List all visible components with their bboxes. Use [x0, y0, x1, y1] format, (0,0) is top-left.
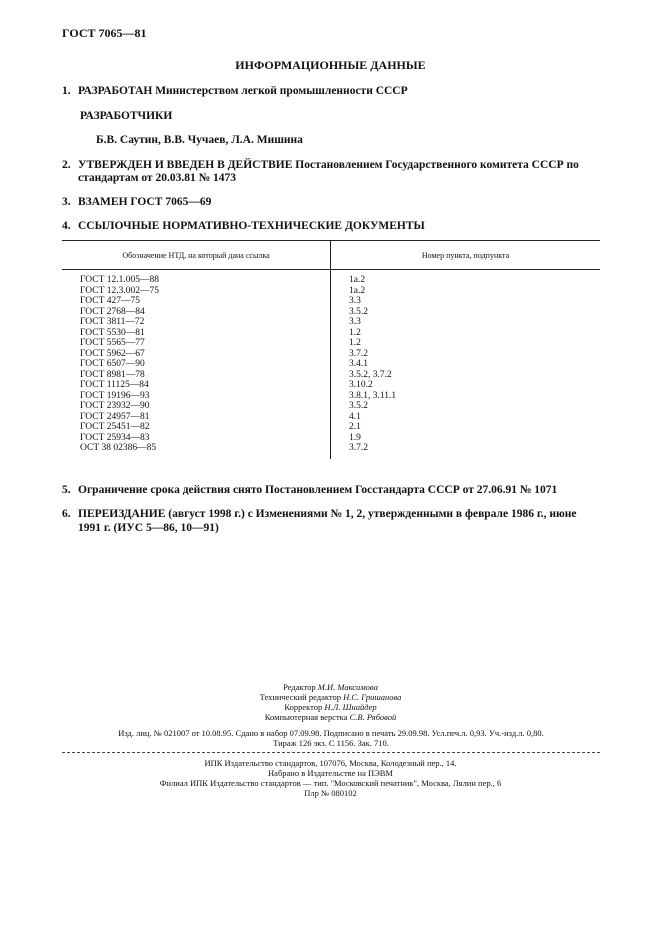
cell-clause: 3.8.1, 3.11.1: [349, 390, 397, 401]
item-number: 5.: [62, 484, 71, 496]
publisher-line: Филиал ИПК Издательство стандартов — тип. "Московский печатник", Москва, Лялин пер., 6: [159, 778, 502, 788]
column-header-document: Обозначение НТД, на который дана ссылка: [62, 241, 331, 270]
cell-clause: 3.7.2: [349, 348, 368, 359]
table-row: [62, 338, 600, 349]
cell-clause: 4.1: [349, 411, 361, 422]
publisher-block: [0, 758, 661, 798]
item-text: ВЗАМЕН ГОСТ 7065—69: [78, 196, 212, 208]
table-row: [62, 422, 600, 433]
cell-document: ГОСТ 5530—81: [62, 328, 331, 339]
divider: [62, 752, 600, 753]
imprint-block: [62, 728, 600, 748]
cell-clause: 3.7.2: [349, 443, 368, 453]
cell-clause: 3.3: [349, 296, 361, 306]
table-body: [62, 270, 600, 459]
cell-document: ГОСТ 12.3.002—75: [62, 286, 331, 297]
item-6: [62, 508, 577, 520]
cell-document: ГОСТ 5962—67: [62, 349, 331, 360]
table-row: [62, 349, 600, 360]
cell-clause: 3.5.2, 3.7.2: [349, 369, 392, 380]
table-row: [62, 286, 600, 297]
table-row: [62, 380, 600, 391]
item-text: ССЫЛОЧНЫЕ НОРМАТИВНО-ТЕХНИЧЕСКИЕ ДОКУМЕНТЫ: [78, 220, 425, 232]
cell-clause: 1.2: [349, 338, 361, 348]
cell-document: ГОСТ 6507—90: [62, 359, 331, 370]
page-title: ИНФОРМАЦИОННЫЕ ДАННЫЕ: [235, 58, 426, 72]
item-text: РАЗРАБОТАН Министерством легкой промышленности СССР: [78, 85, 408, 97]
table-row: [62, 370, 600, 381]
item-text: Ограничение срока действия снято Постановлением Госстандарта СССР от 27.06.91 № 1071: [78, 484, 558, 496]
item-number: 2.: [62, 159, 71, 171]
cell-clause: 1а.2: [349, 285, 366, 296]
publisher-line: ИПК Издательство стандартов, 107076, Москва, Колодезный пер., 14.: [204, 758, 457, 768]
column-header-clause: Номер пункта, подпункта: [331, 241, 601, 270]
item-number: 3.: [62, 196, 71, 208]
publisher-line: Набрано в Издательстве на ПЭВМ: [268, 768, 393, 778]
cell-document: ГОСТ 427—75: [62, 296, 331, 307]
item-3: [62, 196, 211, 208]
cell-document: ГОСТ 24957—81: [62, 412, 331, 423]
credit-layout: Компьютерная верстка С.В. Рябовой: [264, 712, 397, 722]
credit-editor: Редактор М.И. Максимова: [283, 682, 378, 692]
credit-tech-editor: Технический редактор Н.С. Гришанова: [259, 692, 402, 702]
cell-clause: 1.2: [349, 327, 361, 338]
item-2-continuation: стандартам от 20.03.81 № 1473: [78, 172, 237, 184]
references-table: [62, 240, 600, 459]
cell-clause: 3.5.2: [349, 401, 368, 411]
table-row: [62, 433, 600, 444]
cell-document: ГОСТ 3811—72: [62, 317, 331, 328]
cell-clause: 1а.2: [349, 275, 366, 285]
cell-clause: 2.1: [349, 422, 361, 432]
credit-proofreader: Корректор Н.Л. Шнайдер: [284, 702, 377, 712]
cell-document: ГОСТ 23932—90: [62, 401, 331, 412]
credits-block: [0, 682, 661, 722]
table-row: [62, 270, 600, 286]
cell-document: ГОСТ 2768—84: [62, 307, 331, 318]
table-row: [62, 359, 600, 370]
cell-document: ГОСТ 12.1.005—88: [62, 270, 331, 286]
imprint-line: Тираж 126 экз. С 1156. Зак. 710.: [273, 738, 389, 748]
document-code: ГОСТ 7065—81: [62, 26, 147, 40]
cell-clause: 3.3: [349, 317, 361, 327]
cell-document: ГОСТ 11125—84: [62, 380, 331, 391]
cell-document: ГОСТ 19196—93: [62, 391, 331, 402]
authors: Б.В. Саутин, В.В. Чучаев, Л.А. Мишина: [96, 134, 303, 146]
item-text: ПЕРЕИЗДАНИЕ (август 1998 г.) с Изменениями № 1, 2, утвержденными в феврале 1986 г., июне: [78, 508, 577, 520]
item-2: [62, 159, 579, 171]
table-row: [62, 391, 600, 402]
table-row: [62, 317, 600, 328]
table-row: [62, 401, 600, 412]
table-row: [62, 296, 600, 307]
item-1: [62, 85, 408, 97]
item-number: 4.: [62, 220, 71, 232]
table-row: [62, 443, 600, 459]
developers-label: РАЗРАБОТЧИКИ: [80, 110, 173, 122]
item-number: 1.: [62, 85, 71, 97]
cell-document: ГОСТ 25934—83: [62, 433, 331, 444]
item-text: УТВЕРЖДЕН И ВВЕДЕН В ДЕЙСТВИЕ Постановлением Государственного комитета СССР по: [78, 159, 579, 171]
cell-document: ГОСТ 25451—82: [62, 422, 331, 433]
cell-document: ГОСТ 5565—77: [62, 338, 331, 349]
item-6-continuation: 1991 г. (ИУС 5—86, 10—91): [78, 522, 219, 534]
cell-document: ОСТ 38 02386—85: [62, 443, 331, 459]
table-header-row: [62, 241, 600, 270]
publisher-line: Плр № 080102: [304, 788, 357, 798]
table-row: [62, 307, 600, 318]
item-4: [62, 220, 425, 232]
cell-document: ГОСТ 8981—78: [62, 370, 331, 381]
item-number: 6.: [62, 508, 71, 520]
cell-clause: 1.9: [349, 432, 361, 443]
table-row: [62, 328, 600, 339]
table-row: [62, 412, 600, 423]
cell-clause: 3.4.1: [349, 359, 368, 369]
cell-clause: 3.10.2: [349, 380, 373, 390]
imprint-line: Изд. лиц. № 021007 от 10.08.95. Сдано в набор 07.09.98. Подписано в печать 29.09.98. Усл.печ.л. 0,93. Уч.-изд.л. 0,80.: [118, 728, 544, 738]
cell-clause: 3.5.2: [349, 306, 368, 317]
item-5: [62, 484, 557, 496]
